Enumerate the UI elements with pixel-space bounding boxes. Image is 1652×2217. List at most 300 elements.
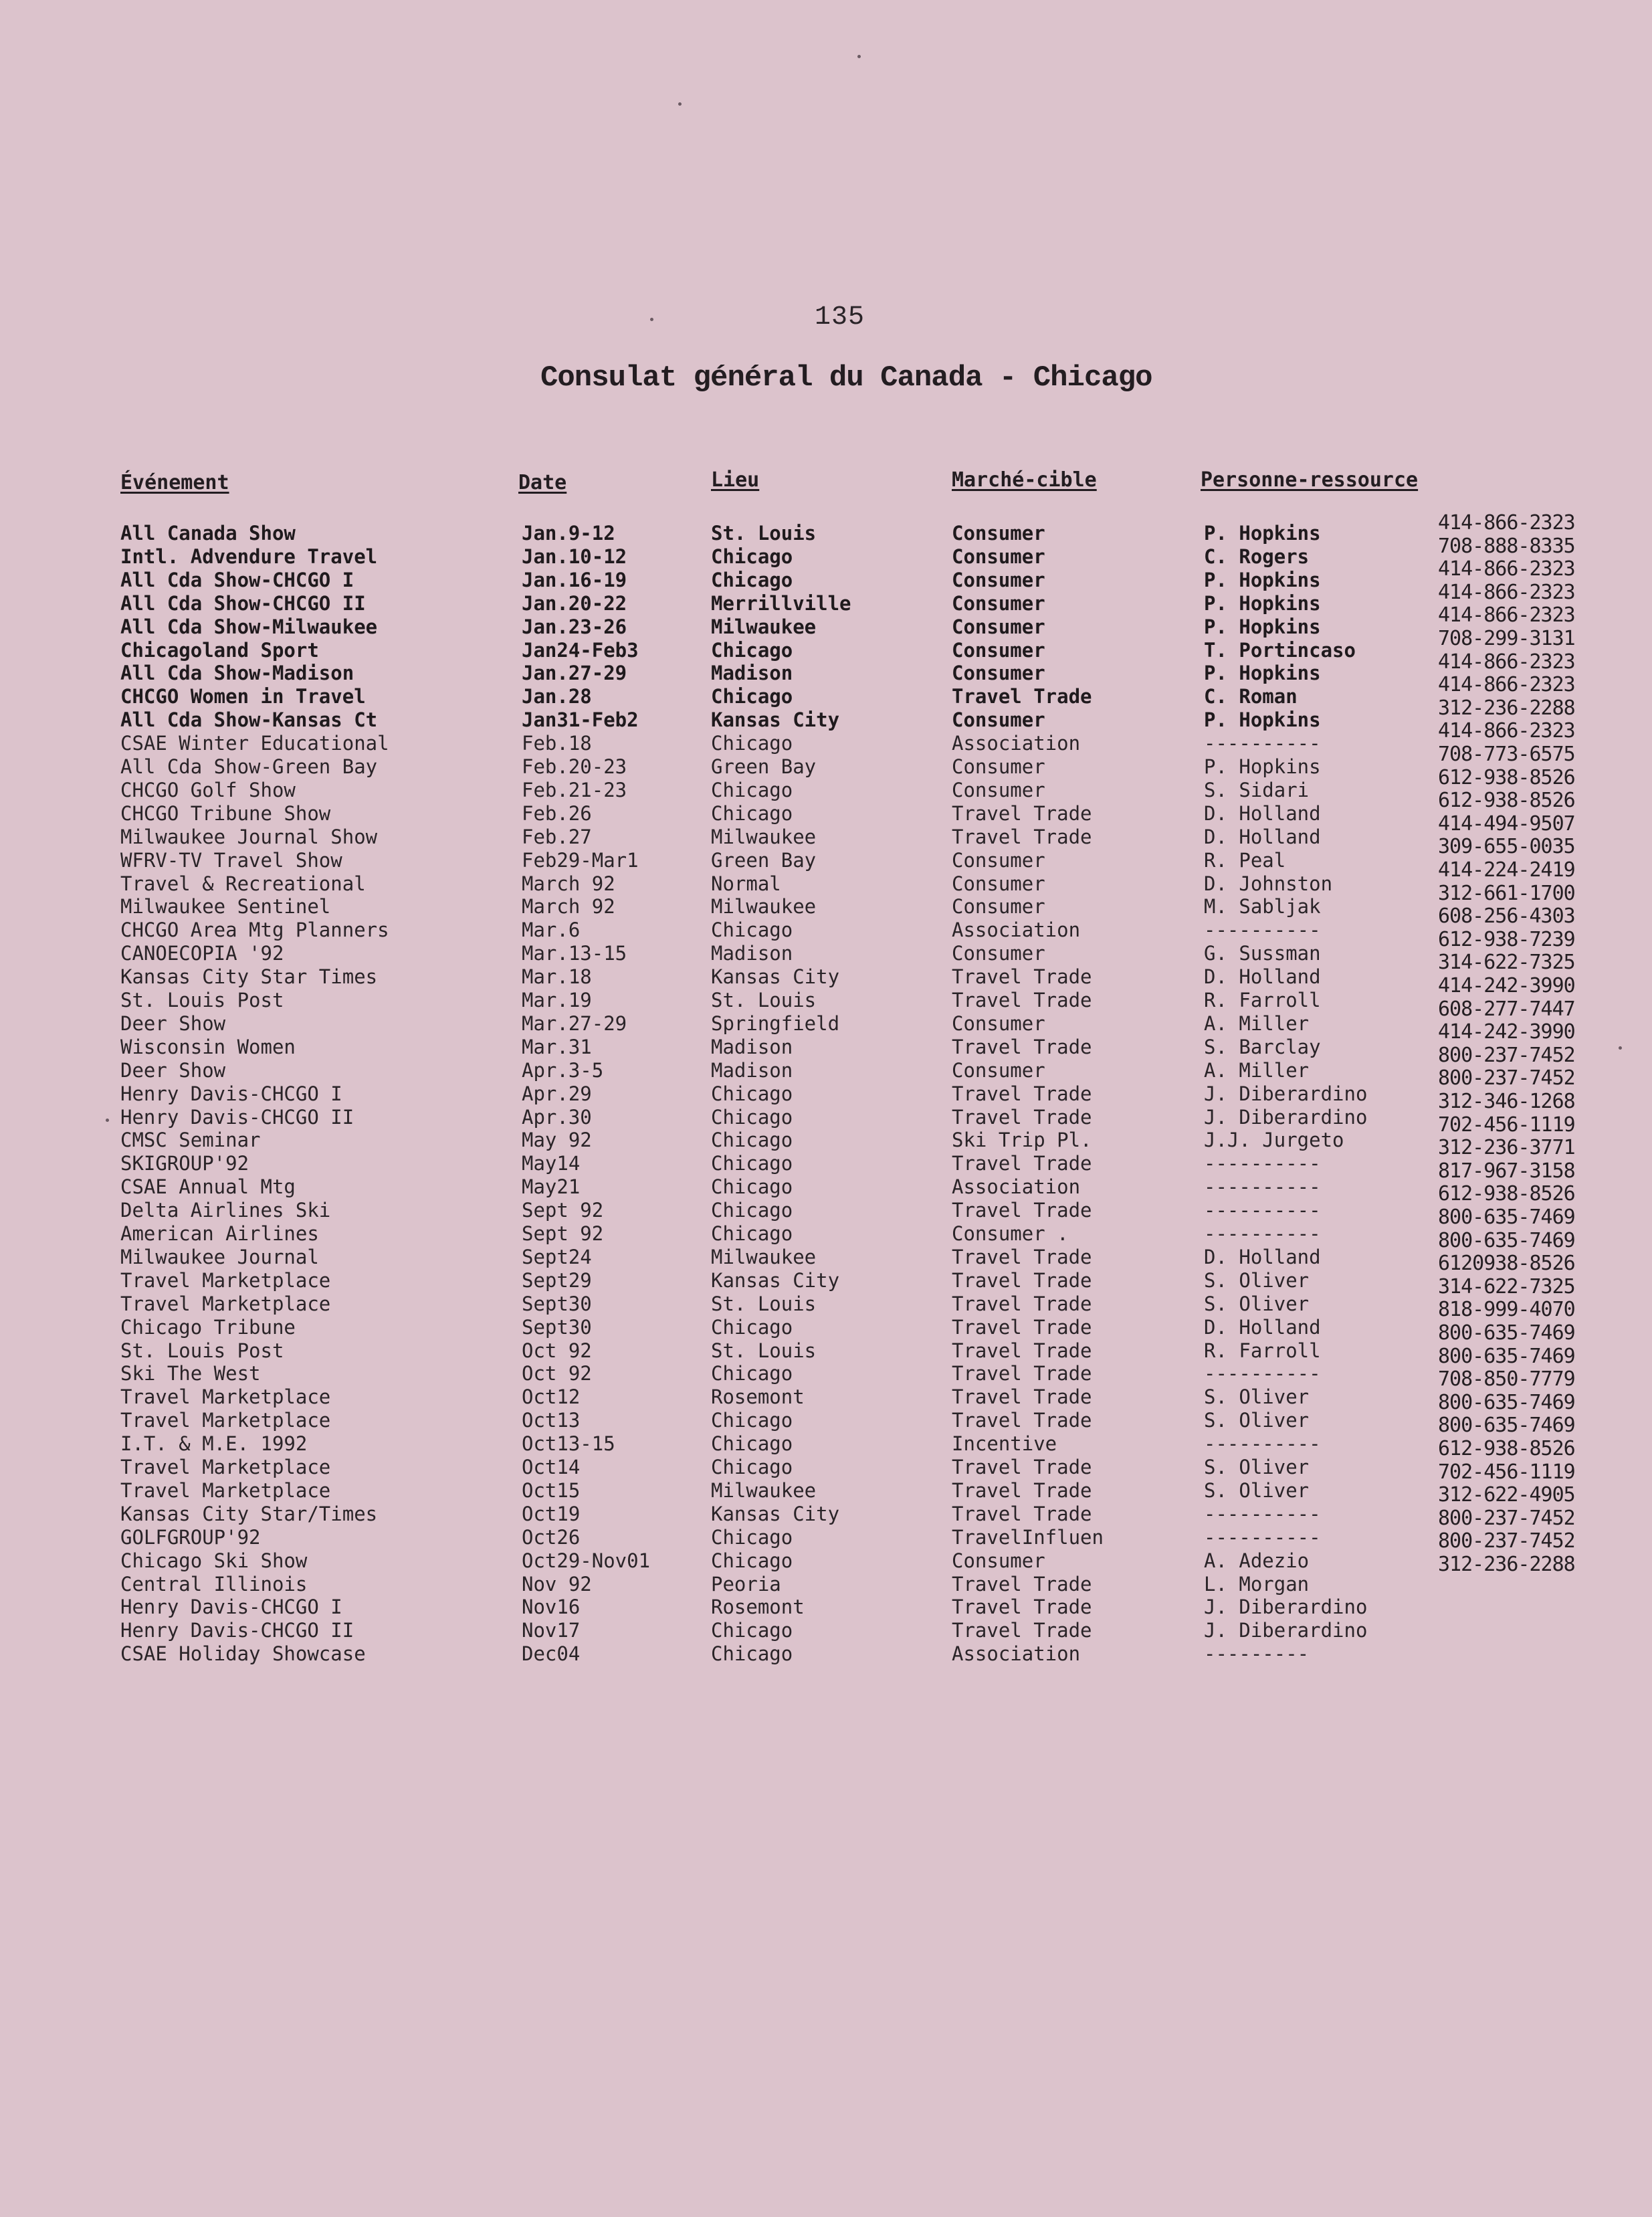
- table-row: [0, 802, 1652, 826]
- market-cell: Consumer: [952, 522, 1045, 545]
- contact-cell: S. Oliver: [1204, 1478, 1310, 1502]
- table-row: [0, 1619, 1652, 1642]
- event-cell: All Cda Show-Kansas Ct: [120, 708, 378, 732]
- event-cell: Central Illinois: [120, 1572, 308, 1596]
- date-cell: Oct26: [522, 1525, 581, 1549]
- market-cell: Travel Trade: [952, 685, 1092, 708]
- market-cell: Consumer: [952, 755, 1045, 778]
- market-cell: Travel Trade: [952, 1596, 1092, 1619]
- phone-number: 309-655-0035: [1438, 835, 1575, 859]
- place-cell: Madison: [711, 942, 793, 965]
- date-cell: Feb.21-23: [522, 778, 627, 801]
- phone-number: 817-967-3158: [1438, 1159, 1575, 1183]
- phone-number: 312-236-2288: [1438, 1553, 1575, 1576]
- contact-cell: P. Hopkins: [1204, 708, 1321, 732]
- table-row: [0, 779, 1652, 802]
- place-cell: St. Louis: [711, 989, 817, 1011]
- contact-cell: ----------: [1204, 1525, 1321, 1549]
- date-cell: Apr.30: [522, 1105, 592, 1129]
- date-cell: Jan31-Feb2: [522, 708, 639, 732]
- market-cell: Association: [952, 732, 1081, 755]
- phone-number: 702-456-1119: [1438, 1460, 1575, 1484]
- contact-cell: S. Sidari: [1204, 778, 1310, 801]
- event-cell: Wisconsin Women: [120, 1035, 296, 1058]
- date-cell: Sept 92: [522, 1222, 604, 1245]
- table-row: [0, 732, 1652, 755]
- contact-cell: ----------: [1204, 1502, 1321, 1525]
- place-cell: Chicago: [711, 685, 793, 708]
- contact-cell: S. Oliver: [1204, 1268, 1310, 1292]
- phone-number: 314-622-7325: [1438, 951, 1575, 975]
- contact-cell: J. Diberardino: [1204, 1619, 1368, 1642]
- contact-cell: S. Oliver: [1204, 1456, 1310, 1478]
- market-cell: Incentive: [952, 1432, 1057, 1456]
- place-cell: Chicago: [711, 732, 793, 755]
- table-row: [0, 1503, 1652, 1526]
- contact-cell: G. Sussman: [1204, 942, 1321, 965]
- contact-cell: A. Miller: [1204, 1058, 1310, 1082]
- table-row: [0, 1432, 1652, 1456]
- place-cell: Madison: [711, 1035, 793, 1058]
- phone-number: 414-242-3990: [1438, 1020, 1575, 1044]
- place-cell: Peoria: [711, 1572, 781, 1596]
- phone-number: 612-938-7239: [1438, 927, 1575, 951]
- table-row: [0, 989, 1652, 1012]
- market-cell: Travel Trade: [952, 1152, 1092, 1175]
- place-cell: Chicago: [711, 801, 793, 825]
- market-cell: Consumer: [952, 1058, 1045, 1082]
- market-cell: Consumer: [952, 591, 1045, 615]
- market-cell: Travel Trade: [952, 1572, 1092, 1596]
- table-row: [0, 522, 1652, 545]
- market-cell: Travel Trade: [952, 825, 1092, 848]
- phone-number: 414-866-2323: [1438, 580, 1575, 604]
- event-cell: All Cda Show-Milwaukee: [120, 615, 378, 638]
- table-row: [0, 569, 1652, 592]
- header-event: Événement: [120, 471, 229, 494]
- market-cell: Travel Trade: [952, 1245, 1092, 1268]
- market-cell: Travel Trade: [952, 1315, 1092, 1339]
- phone-number: 612-938-8526: [1438, 1437, 1575, 1460]
- phone-number: 708-773-6575: [1438, 743, 1575, 766]
- table-row: [0, 1199, 1652, 1222]
- contact-cell: ----------: [1204, 1432, 1321, 1456]
- phone-number: 800-635-7469: [1438, 1206, 1575, 1229]
- market-cell: Consumer: [952, 942, 1045, 965]
- date-cell: Dec04: [522, 1642, 581, 1666]
- contact-cell: A. Adezio: [1204, 1549, 1310, 1572]
- market-cell: Travel Trade: [952, 1409, 1092, 1432]
- table-row: [0, 895, 1652, 919]
- market-cell: Travel Trade: [952, 1478, 1092, 1502]
- event-cell: CSAE Annual Mtg: [120, 1175, 296, 1199]
- event-cell: Milwaukee Sentinel: [120, 895, 331, 919]
- table-row: [0, 919, 1652, 942]
- event-cell: Delta Airlines Ski: [120, 1199, 331, 1222]
- event-cell: Travel Marketplace: [120, 1456, 331, 1478]
- date-cell: Mar.31: [522, 1035, 592, 1058]
- contact-cell: S. Barclay: [1204, 1035, 1321, 1058]
- scan-speck: [650, 318, 653, 321]
- date-cell: Feb29-Mar1: [522, 848, 639, 872]
- place-cell: Chicago: [711, 1456, 793, 1478]
- date-cell: Jan.16-19: [522, 568, 627, 591]
- place-cell: Springfield: [711, 1011, 840, 1035]
- market-cell: Consumer: [952, 638, 1045, 662]
- place-cell: St. Louis: [711, 1292, 817, 1315]
- event-cell: Henry Davis-CHCGO II: [120, 1619, 354, 1642]
- phone-number: 708-850-7779: [1438, 1367, 1575, 1391]
- table-row: [0, 592, 1652, 615]
- place-cell: Chicago: [711, 1549, 793, 1572]
- place-cell: Chicago: [711, 1315, 793, 1339]
- market-cell: Travel Trade: [952, 1502, 1092, 1525]
- date-cell: Oct12: [522, 1385, 581, 1409]
- date-cell: Oct15: [522, 1478, 581, 1502]
- market-cell: Travel Trade: [952, 965, 1092, 989]
- table-row: [0, 755, 1652, 779]
- place-cell: Kansas City: [711, 708, 840, 732]
- event-cell: CMSC Seminar: [120, 1129, 261, 1152]
- table-row: [0, 1573, 1652, 1596]
- date-cell: Oct19: [522, 1502, 581, 1525]
- contact-cell: A. Miller: [1204, 1011, 1310, 1035]
- date-cell: Mar.27-29: [522, 1011, 627, 1035]
- contact-cell: T. Portincaso: [1204, 638, 1356, 662]
- contact-cell: L. Morgan: [1204, 1572, 1310, 1596]
- date-cell: Oct 92: [522, 1362, 592, 1385]
- table-row: [0, 1222, 1652, 1246]
- contact-cell: ----------: [1204, 732, 1321, 755]
- place-cell: Chicago: [711, 1432, 793, 1456]
- contact-cell: ----------: [1204, 1222, 1321, 1245]
- date-cell: Sept30: [522, 1292, 592, 1315]
- date-cell: May14: [522, 1152, 581, 1175]
- phone-number: 312-236-3771: [1438, 1136, 1575, 1160]
- event-cell: Chicago Tribune: [120, 1315, 296, 1339]
- phone-number: 414-866-2323: [1438, 673, 1575, 697]
- contact-cell: C. Rogers: [1204, 545, 1310, 568]
- contact-cell: P. Hopkins: [1204, 591, 1321, 615]
- contact-cell: P. Hopkins: [1204, 755, 1321, 778]
- place-cell: Milwaukee: [711, 1245, 817, 1268]
- market-cell: Travel Trade: [952, 1035, 1092, 1058]
- table-row: [0, 1106, 1652, 1129]
- place-cell: Chicago: [711, 1619, 793, 1642]
- event-cell: American Airlines: [120, 1222, 319, 1245]
- market-cell: Travel Trade: [952, 1199, 1092, 1222]
- event-cell: WFRV-TV Travel Show: [120, 848, 342, 872]
- event-cell: Kansas City Star Times: [120, 965, 378, 989]
- place-cell: Chicago: [711, 1105, 793, 1129]
- date-cell: Sept29: [522, 1268, 592, 1292]
- contact-cell: P. Hopkins: [1204, 615, 1321, 638]
- event-cell: Travel Marketplace: [120, 1478, 331, 1502]
- place-cell: Chicago: [711, 1409, 793, 1432]
- phone-number: 800-635-7469: [1438, 1228, 1575, 1252]
- table-row: [0, 1362, 1652, 1385]
- event-cell: CHCGO Tribune Show: [120, 801, 331, 825]
- market-cell: Travel Trade: [952, 1105, 1092, 1129]
- table-row: [0, 662, 1652, 685]
- event-cell: St. Louis Post: [120, 989, 284, 1011]
- table-row: [0, 1409, 1652, 1432]
- table-row: [0, 685, 1652, 708]
- phone-number: 608-256-4303: [1438, 904, 1575, 929]
- market-cell: Consumer: [952, 568, 1045, 591]
- place-cell: Chicago: [711, 545, 793, 568]
- place-cell: Chicago: [711, 1362, 793, 1385]
- contact-cell: ----------: [1204, 1199, 1321, 1222]
- place-cell: St. Louis: [711, 522, 817, 545]
- header-place: Lieu: [711, 468, 760, 492]
- market-cell: Association: [952, 1175, 1081, 1199]
- date-cell: Oct13: [522, 1409, 581, 1432]
- market-cell: Consumer: [952, 545, 1045, 568]
- phone-number: 414-866-2323: [1438, 650, 1575, 674]
- phone-number: 414-224-2419: [1438, 858, 1575, 882]
- phone-number: 800-635-7469: [1438, 1390, 1575, 1414]
- event-cell: Travel Marketplace: [120, 1292, 331, 1315]
- place-cell: Chicago: [711, 919, 793, 942]
- place-cell: Milwaukee: [711, 895, 817, 919]
- table-row: [0, 1152, 1652, 1175]
- date-cell: Oct14: [522, 1456, 581, 1478]
- date-cell: Feb.20-23: [522, 755, 627, 778]
- phone-number: 414-866-2323: [1438, 719, 1575, 743]
- contact-cell: R. Farroll: [1204, 1339, 1321, 1362]
- contact-cell: S. Oliver: [1204, 1409, 1310, 1432]
- table-row: [0, 1479, 1652, 1503]
- place-cell: Kansas City: [711, 965, 840, 989]
- date-cell: Feb.18: [522, 732, 592, 755]
- event-cell: CHCGO Area Mtg Planners: [120, 919, 389, 942]
- contact-cell: R. Farroll: [1204, 989, 1321, 1011]
- table-row: [0, 1129, 1652, 1152]
- table-row: [0, 849, 1652, 872]
- place-cell: Chicago: [711, 1129, 793, 1152]
- table-row: [0, 1246, 1652, 1269]
- contact-cell: R. Peal: [1204, 848, 1286, 872]
- contact-cell: P. Hopkins: [1204, 522, 1321, 545]
- place-cell: Kansas City: [711, 1502, 840, 1525]
- date-cell: March 92: [522, 872, 615, 895]
- contact-cell: D. Holland: [1204, 801, 1321, 825]
- date-cell: May 92: [522, 1129, 592, 1152]
- date-cell: Sept30: [522, 1315, 592, 1339]
- event-cell: I.T. & M.E. 1992: [120, 1432, 308, 1456]
- phone-number: 800-635-7469: [1438, 1414, 1575, 1438]
- event-cell: St. Louis Post: [120, 1339, 284, 1362]
- market-cell: Consumer: [952, 848, 1045, 872]
- date-cell: Mar.19: [522, 989, 592, 1011]
- table-row: [0, 615, 1652, 639]
- date-cell: Nov16: [522, 1596, 581, 1619]
- phone-number: 414-866-2323: [1438, 557, 1575, 581]
- table-row: [0, 1292, 1652, 1316]
- place-cell: Chicago: [711, 1642, 793, 1666]
- phone-number: 708-888-8335: [1438, 534, 1575, 558]
- table-row: [0, 872, 1652, 896]
- event-cell: Chicagoland Sport: [120, 638, 319, 662]
- phone-number: 612-938-8526: [1438, 765, 1575, 789]
- table-row: [0, 1036, 1652, 1059]
- contact-cell: D. Holland: [1204, 965, 1321, 989]
- phone-number: 708-299-3131: [1438, 627, 1575, 650]
- date-cell: Nov 92: [522, 1572, 592, 1596]
- table-row: [0, 639, 1652, 662]
- event-cell: Travel Marketplace: [120, 1385, 331, 1409]
- event-cell: Intl. Advendure Travel: [120, 545, 378, 568]
- market-cell: Travel Trade: [952, 1385, 1092, 1409]
- table-row: [0, 1175, 1652, 1199]
- page-number: 135: [815, 302, 865, 332]
- place-cell: St. Louis: [711, 1339, 817, 1362]
- event-cell: Henry Davis-CHCGO I: [120, 1082, 342, 1105]
- contact-cell: ----------: [1204, 919, 1321, 942]
- place-cell: Green Bay: [711, 755, 817, 778]
- event-cell: Chicago Ski Show: [120, 1549, 308, 1572]
- event-cell: All Cda Show-Madison: [120, 662, 354, 685]
- place-cell: Chicago: [711, 1175, 793, 1199]
- date-cell: Nov17: [522, 1619, 581, 1642]
- event-cell: All Canada Show: [120, 522, 296, 545]
- place-cell: Chicago: [711, 568, 793, 591]
- table-row: [0, 1385, 1652, 1409]
- phone-number: 414-866-2323: [1438, 511, 1575, 535]
- date-cell: Jan.23-26: [522, 615, 627, 638]
- contact-cell: P. Hopkins: [1204, 568, 1321, 591]
- event-cell: CHCGO Golf Show: [120, 778, 296, 801]
- market-cell: Consumer: [952, 1549, 1045, 1572]
- market-cell: Consumer: [952, 662, 1045, 685]
- event-cell: Travel Marketplace: [120, 1268, 331, 1292]
- event-cell: CSAE Winter Educational: [120, 732, 389, 755]
- market-cell: Travel Trade: [952, 1456, 1092, 1478]
- header-date: Date: [518, 471, 567, 494]
- scan-speck: [678, 102, 682, 106]
- phone-number: 702-456-1119: [1438, 1113, 1575, 1137]
- table-row: [0, 1642, 1652, 1666]
- place-cell: Milwaukee: [711, 825, 817, 848]
- date-cell: Feb.27: [522, 825, 592, 848]
- date-cell: March 92: [522, 895, 615, 919]
- place-cell: Chicago: [711, 1222, 793, 1245]
- market-cell: Association: [952, 1642, 1081, 1666]
- event-cell: Travel Marketplace: [120, 1409, 331, 1432]
- phone-number: 314-622-7325: [1438, 1274, 1575, 1298]
- table-row: [0, 1082, 1652, 1106]
- contact-cell: C. Roman: [1204, 685, 1298, 708]
- table-row: [0, 1059, 1652, 1082]
- date-cell: Jan.20-22: [522, 591, 627, 615]
- phone-number: 818-999-4070: [1438, 1298, 1575, 1322]
- table-row: [0, 1596, 1652, 1619]
- market-cell: Consumer: [952, 1011, 1045, 1035]
- market-cell: Consumer: [952, 872, 1045, 895]
- contact-cell: ----------: [1204, 1362, 1321, 1385]
- table-row: [0, 1269, 1652, 1292]
- date-cell: Oct13-15: [522, 1432, 615, 1456]
- date-cell: May21: [522, 1175, 581, 1199]
- contact-cell: S. Oliver: [1204, 1292, 1310, 1315]
- place-cell: Chicago: [711, 638, 793, 662]
- contact-cell: J. Diberardino: [1204, 1596, 1368, 1619]
- table-row: [0, 1456, 1652, 1479]
- date-cell: Sept 92: [522, 1199, 604, 1222]
- phone-number: 312-661-1700: [1438, 881, 1575, 905]
- event-cell: Ski The West: [120, 1362, 261, 1385]
- phone-number: 800-635-7469: [1438, 1321, 1575, 1345]
- market-cell: Consumer: [952, 615, 1045, 638]
- market-cell: TravelInfluen: [952, 1525, 1104, 1549]
- event-cell: Henry Davis-CHCGO I: [120, 1596, 342, 1619]
- market-cell: Consumer .: [952, 1222, 1069, 1245]
- event-cell: SKIGROUP'92: [120, 1152, 249, 1175]
- place-cell: Rosemont: [711, 1596, 805, 1619]
- table-row: [0, 965, 1652, 989]
- event-cell: CSAE Holiday Showcase: [120, 1642, 366, 1666]
- market-cell: Travel Trade: [952, 989, 1092, 1011]
- header-market: Marché-cible: [952, 468, 1097, 492]
- page-title: Consulat général du Canada - Chicago: [540, 361, 1152, 395]
- contact-cell: D. Johnston: [1204, 872, 1333, 895]
- date-cell: Jan.10-12: [522, 545, 627, 568]
- place-cell: Milwaukee: [711, 615, 817, 638]
- table-row: [0, 942, 1652, 965]
- market-cell: Travel Trade: [952, 1619, 1092, 1642]
- date-cell: Jan.27-29: [522, 662, 627, 685]
- table-row: [0, 826, 1652, 849]
- event-cell: CANOECOPIA '92: [120, 942, 284, 965]
- phone-number: 800-635-7469: [1438, 1344, 1575, 1368]
- event-cell: Kansas City Star/Times: [120, 1502, 378, 1525]
- event-cell: All Cda Show-CHCGO II: [120, 591, 366, 615]
- contact-cell: ---------: [1204, 1642, 1310, 1666]
- date-cell: Feb.26: [522, 801, 592, 825]
- place-cell: Chicago: [711, 1199, 793, 1222]
- market-cell: Association: [952, 919, 1081, 942]
- place-cell: Kansas City: [711, 1268, 840, 1292]
- table-row: [0, 1526, 1652, 1549]
- date-cell: Mar.18: [522, 965, 592, 989]
- contact-cell: D. Holland: [1204, 825, 1321, 848]
- date-cell: Oct29-Nov01: [522, 1549, 651, 1572]
- table-row: [0, 1339, 1652, 1363]
- place-cell: Chicago: [711, 1082, 793, 1105]
- date-cell: Mar.13-15: [522, 942, 627, 965]
- header-contact: Personne-ressource: [1201, 468, 1419, 492]
- phone-number: 800-237-7452: [1438, 1043, 1575, 1067]
- date-cell: Mar.6: [522, 919, 581, 942]
- phone-number: 312-236-2288: [1438, 696, 1575, 720]
- market-cell: Travel Trade: [952, 801, 1092, 825]
- place-cell: Madison: [711, 1058, 793, 1082]
- date-cell: Jan24-Feb3: [522, 638, 639, 662]
- event-cell: CHCGO Women in Travel: [120, 685, 366, 708]
- table-row: [0, 545, 1652, 569]
- market-cell: Ski Trip Pl.: [952, 1129, 1092, 1152]
- phone-number: 612-938-8526: [1438, 789, 1575, 813]
- event-cell: Deer Show: [120, 1011, 226, 1035]
- phone-number: 414-242-3990: [1438, 974, 1575, 997]
- phone-number: 608-277-7447: [1438, 997, 1575, 1021]
- place-cell: Green Bay: [711, 848, 817, 872]
- phone-number: 6120938-8526: [1438, 1252, 1575, 1276]
- event-cell: Milwaukee Journal: [120, 1245, 319, 1268]
- table-row: [0, 1549, 1652, 1573]
- date-cell: Oct 92: [522, 1339, 592, 1362]
